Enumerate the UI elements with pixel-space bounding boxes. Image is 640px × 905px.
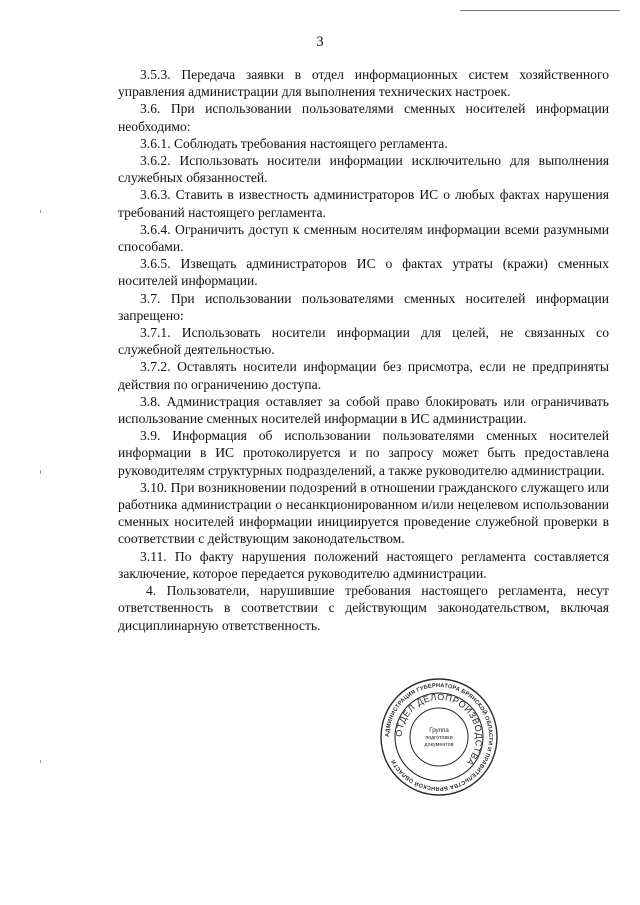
scan-speck <box>40 760 41 763</box>
svg-text:Группа: Группа <box>429 727 449 734</box>
document-body <box>118 66 609 634</box>
paragraph-3-6-3: 3.6.3. Ставить в известность администраторов ИС о любых фактах нарушения требований настоящего регламента. <box>118 187 609 220</box>
svg-text:подготовки: подготовки <box>425 735 453 741</box>
svg-text:документов: документов <box>424 742 454 748</box>
paragraph-3-7: 3.7. При использовании пользователями сменных носителей информации запрещено: <box>118 290 609 323</box>
paragraph-3-6-5: 3.6.5. Извещать администраторов ИС о фактах утраты (кражи) сменных носителей информации. <box>118 256 609 289</box>
paragraph-3-8: 3.8. Администрация оставляет за собой право блокировать или ограничивать использование сменных носителей информации в ИС администрации. <box>118 393 609 427</box>
paragraph-3-7-1: 3.7.1. Использовать носители информации для целей, не связанных со служебной деятельностью. <box>118 325 609 358</box>
svg-text:ОТДЕЛ ДЕЛОПРОИЗВОДСТВА: ОТДЕЛ ДЕЛОПРОИЗВОДСТВА <box>393 691 485 768</box>
scan-speck <box>40 210 41 213</box>
paragraph-3-6-2: 3.6.2. Использовать носители информации исключительно для выполнения служебных обязанностей. <box>118 153 609 186</box>
paragraph-3-7-2: 3.7.2. Оставлять носители информации без присмотра, если не предприняты действия по ограничению доступа. <box>118 359 609 392</box>
stamp-seal-icon <box>378 676 500 798</box>
paragraph-4: 4. Пользователи, нарушившие требования настоящего регламента, несут ответственность в соответствии с действующим законодательством, включая дисциплинарную ответственность. <box>118 583 609 633</box>
paragraph-3-11: 3.11. По факту нарушения положений настоящего регламента составляется заключение, которое передается руководителю администрации. <box>118 548 609 581</box>
scan-edge-line <box>460 10 620 11</box>
paragraph-3-6-4: 3.6.4. Ограничить доступ к сменным носителям информации всеми разумными способами. <box>118 221 609 255</box>
svg-text:АДМИНИСТРАЦИЯ ГУБЕРНАТОРА БРЯН: АДМИНИСТРАЦИЯ ГУБЕРНАТОРА БРЯНСКОЙ ОБЛАСТИ И ПРАВИТЕЛЬСТВА БРЯНСКОЙ ОБЛАСТИ <box>384 682 494 792</box>
paragraph-3-6: 3.6. При использовании пользователями сменных носителей информации необходимо: <box>118 101 609 134</box>
paragraph-3-10: 3.10. При возникновении подозрений в отношении гражданского служащего или работника администрации о несанкционированном и/или нецелевом использовании сменных носителей информации инициируется проведение служебной проверки в соответствии с действующим законодательством. <box>118 479 609 547</box>
paragraph-3-5-3: 3.5.3. Передача заявки в отдел информационных систем хозяйственного управления администрации для выполнения технических настроек. <box>118 67 609 100</box>
paragraph-3-9: 3.9. Информация об использовании пользователями сменных носителей информации в ИС протоколируется и по запросу может быть предоставлена руководителям структурных подразделений, а также руководителю администрации. <box>118 428 609 478</box>
paragraph-3-6-1: 3.6.1. Соблюдать требования настоящего регламента. <box>140 135 448 151</box>
scan-speck <box>40 470 41 474</box>
page-number: 3 <box>316 34 324 50</box>
official-stamp <box>378 676 500 798</box>
